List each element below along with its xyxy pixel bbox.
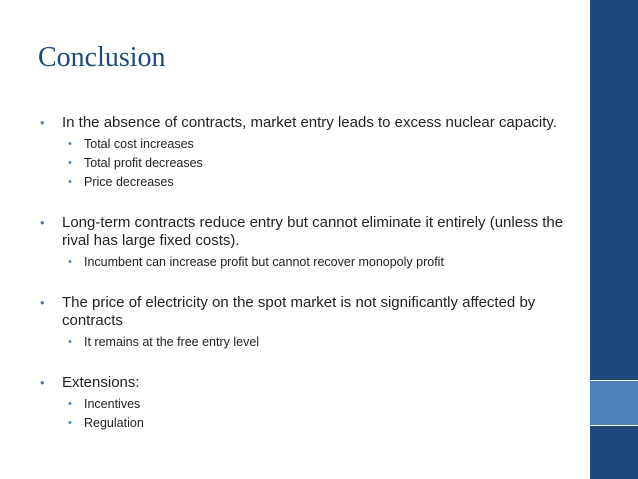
sub-bullet-item xyxy=(40,135,580,154)
sub-bullet-dot-icon: • xyxy=(68,176,72,188)
bullet-dot-icon: • xyxy=(40,115,45,130)
bullet-item xyxy=(40,374,580,392)
bullet-dot-icon: • xyxy=(40,295,45,310)
sub-bullet-list xyxy=(40,135,580,192)
sub-bullet-dot-icon: • xyxy=(68,157,72,169)
sidebar-block-top xyxy=(590,0,638,380)
bullet-dot-icon: • xyxy=(40,215,45,230)
bullet-text: The price of electricity on the spot market is not significantly affected by contracts xyxy=(62,294,536,329)
sub-bullet-text: Price decreases xyxy=(84,175,174,189)
sub-bullet-list xyxy=(40,333,580,352)
sidebar-block-accent xyxy=(590,381,638,425)
sub-bullet-text: It remains at the free entry level xyxy=(84,335,260,349)
sub-bullet-text: Incentives xyxy=(84,397,141,411)
sub-bullet-item xyxy=(40,395,580,414)
sub-bullet-text: Total profit decreases xyxy=(84,156,203,170)
sub-bullet-dot-icon: • xyxy=(68,256,72,268)
sub-bullet-item xyxy=(40,414,580,433)
sub-bullet-text: Incumbent can increase profit but cannot recover monopoly profit xyxy=(84,255,444,269)
bullet-text: Long-term contracts reduce entry but cannot eliminate it entirely (unless the rival has large fixed costs). xyxy=(62,214,564,249)
bullet-dot-icon: • xyxy=(40,375,45,390)
sub-bullet-item xyxy=(40,333,580,352)
bullet-text: Extensions: xyxy=(62,374,140,391)
bullet-item xyxy=(40,294,580,330)
sub-bullet-item xyxy=(40,173,580,192)
sub-bullet-item xyxy=(40,154,580,173)
sidebar-block-bottom xyxy=(590,426,638,479)
sub-bullet-dot-icon: • xyxy=(68,398,72,410)
bullet-text: In the absence of contracts, market entry leads to excess nuclear capacity. xyxy=(62,114,557,131)
bullet-list xyxy=(40,114,580,455)
sub-bullet-text: Total cost increases xyxy=(84,137,194,151)
slide-title: Conclusion xyxy=(38,42,166,73)
sub-bullet-dot-icon: • xyxy=(68,417,72,429)
sub-bullet-list xyxy=(40,253,580,272)
sub-bullet-text: Regulation xyxy=(84,416,144,430)
sub-bullet-dot-icon: • xyxy=(68,138,72,150)
sub-bullet-list xyxy=(40,395,580,433)
bullet-item xyxy=(40,114,580,132)
bullet-item xyxy=(40,214,580,250)
sub-bullet-item xyxy=(40,253,580,272)
sub-bullet-dot-icon: • xyxy=(68,336,72,348)
decorative-sidebar xyxy=(590,0,638,479)
